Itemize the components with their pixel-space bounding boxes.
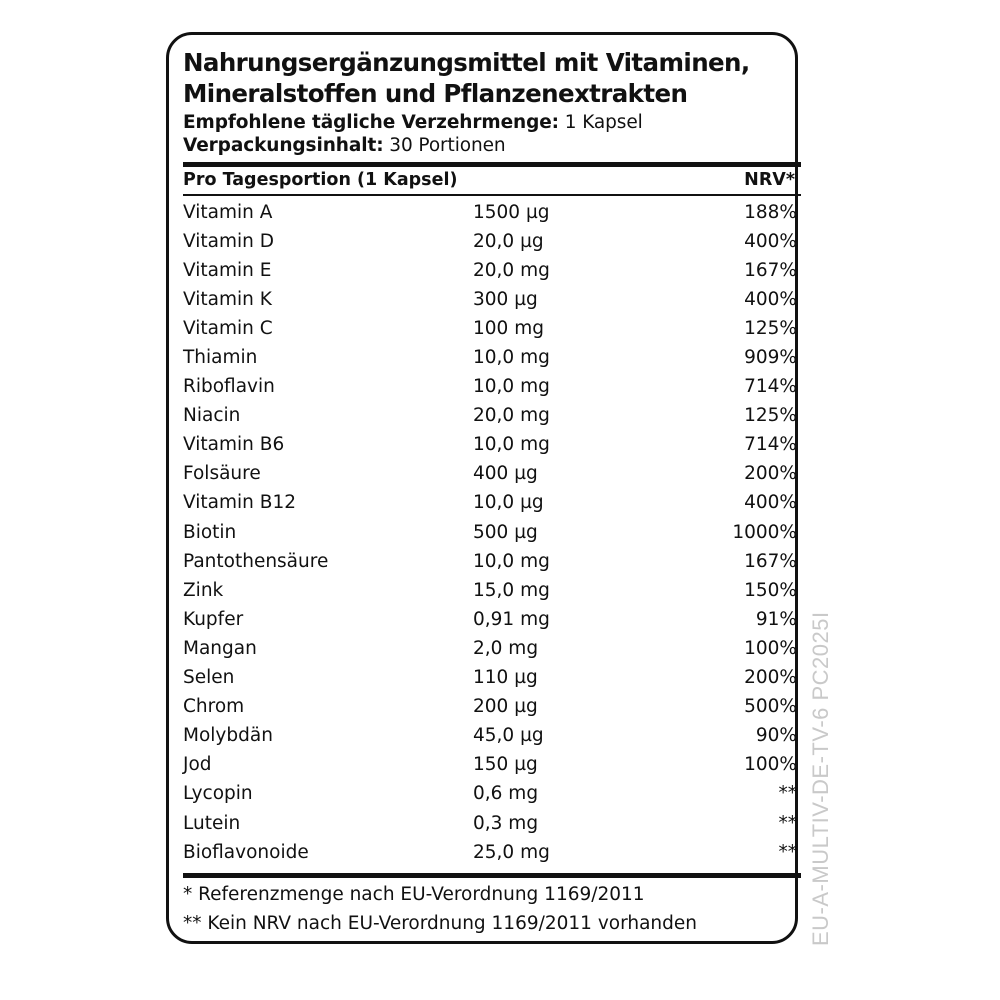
table-row (183, 198, 797, 227)
table-header (183, 167, 795, 194)
nutrient-name: Niacin (183, 405, 241, 427)
nutrient-amount: 25,0 mg (473, 841, 550, 863)
table-row (183, 808, 797, 837)
nutrient-name: Vitamin C (183, 317, 273, 339)
table-row (183, 430, 797, 459)
nutrient-amount: 0,91 mg (473, 608, 550, 630)
nutrient-nrv: 100% (744, 754, 797, 776)
nutrient-nrv: 400% (744, 288, 797, 310)
footnote-no-nrv: ** Kein NRV nach EU-Verordnung 1169/2011 vorhanden (183, 912, 697, 934)
nutrient-name: Vitamin B6 (183, 434, 285, 456)
table-row (183, 750, 797, 779)
nutrient-amount: 20,0 mg (473, 405, 550, 427)
table-row (183, 401, 797, 430)
nutrient-nrv: ** (778, 841, 797, 863)
nutrient-name: Biotin (183, 521, 237, 543)
nutrient-name: Molybdän (183, 725, 273, 747)
nutrient-name: Riboflavin (183, 376, 275, 398)
contents-value: 30 Portionen (383, 134, 506, 156)
table-row (183, 256, 797, 285)
nutrient-name: Selen (183, 667, 235, 689)
nutrient-amount: 45,0 µg (473, 725, 544, 747)
divider-thick-bottom (183, 873, 801, 878)
nutrient-nrv: 1000% (732, 521, 797, 543)
nutrient-name: Pantothensäure (183, 550, 329, 572)
nutrient-name: Bioflavonoide (183, 841, 309, 863)
nutrient-nrv: 125% (744, 405, 797, 427)
table-row (183, 372, 797, 401)
nutrient-name: Jod (183, 754, 212, 776)
table-row (183, 285, 797, 314)
nutrient-amount: 20,0 µg (473, 230, 544, 252)
nutrient-name: Vitamin A (183, 201, 273, 223)
nutrient-amount: 400 µg (473, 463, 538, 485)
table-row (183, 547, 797, 576)
nutrient-name: Chrom (183, 696, 245, 718)
table-row (183, 488, 797, 517)
column-header-portion: Pro Tagesportion (1 Kapsel) (183, 170, 458, 190)
contents-label: Verpackungsinhalt: (183, 134, 384, 156)
table-row (183, 518, 797, 547)
label-title (183, 47, 789, 109)
side-product-code: EU-A-MULTIV-DE-TV-6 PC2025I (808, 611, 833, 946)
nutrient-name: Folsäure (183, 463, 261, 485)
nutrient-name: Vitamin E (183, 259, 272, 281)
nutrient-amount: 200 µg (473, 696, 538, 718)
nutrient-nrv: 200% (744, 463, 797, 485)
nutrient-nrv: 125% (744, 317, 797, 339)
footnote-nrv-reference: * Referenzmenge nach EU-Verordnung 1169/2011 (183, 883, 645, 905)
title-line-1: Nahrungsergänzungsmittel mit Vitaminen, (183, 48, 750, 77)
table-row (183, 314, 797, 343)
nutrient-nrv: 400% (744, 492, 797, 514)
nutrient-table (183, 198, 797, 867)
footnotes (183, 880, 795, 938)
nutrient-name: Vitamin D (183, 230, 274, 252)
nutrient-amount: 15,0 mg (473, 579, 550, 601)
table-row (183, 634, 797, 663)
contents-line (183, 135, 795, 158)
nutrient-amount: 0,3 mg (473, 812, 539, 834)
nutrient-amount: 150 µg (473, 754, 538, 776)
nutrient-name: Mangan (183, 637, 257, 659)
nutrient-nrv: 100% (744, 637, 797, 659)
nutrient-nrv: 167% (744, 259, 797, 281)
nutrient-amount: 10,0 mg (473, 434, 550, 456)
nutrient-nrv: 400% (744, 230, 797, 252)
nutrient-amount: 10,0 mg (473, 347, 550, 369)
table-row (183, 459, 797, 488)
dose-line (183, 112, 795, 135)
table-row (183, 838, 797, 867)
nutrient-nrv: 150% (744, 579, 797, 601)
nutrient-nrv: 500% (744, 696, 797, 718)
nutrient-amount: 10,0 µg (473, 492, 544, 514)
nutrient-name: Kupfer (183, 608, 244, 630)
nutrient-nrv: 714% (744, 434, 797, 456)
table-row (183, 721, 797, 750)
nutrient-nrv: 909% (744, 347, 797, 369)
title-line-2: Mineralstoffen und Pflanzenextrakten (183, 79, 688, 108)
nutrient-amount: 10,0 mg (473, 376, 550, 398)
nutrient-amount: 500 µg (473, 521, 538, 543)
column-header-nrv: NRV* (744, 170, 795, 190)
nutrient-amount: 2,0 mg (473, 637, 539, 659)
nutrient-name: Vitamin K (183, 288, 272, 310)
nutrient-nrv: 90% (755, 725, 797, 747)
nutrient-nrv: 200% (744, 667, 797, 689)
nutrient-nrv: ** (778, 812, 797, 834)
nutrient-name: Zink (183, 579, 224, 601)
nutrition-label-panel (166, 32, 798, 944)
table-row (183, 692, 797, 721)
nutrient-amount: 110 µg (473, 667, 538, 689)
nutrient-name: Vitamin B12 (183, 492, 296, 514)
dose-value: 1 Kapsel (558, 112, 643, 133)
table-row (183, 663, 797, 692)
nutrient-nrv: 167% (744, 550, 797, 572)
nutrient-amount: 100 mg (473, 317, 544, 339)
nutrient-nrv: 714% (744, 376, 797, 398)
table-row (183, 605, 797, 634)
nutrient-amount: 1500 µg (473, 201, 550, 223)
nutrient-name: Lutein (183, 812, 241, 834)
dose-label: Empfohlene tägliche Verzehrmenge: (183, 112, 559, 133)
nutrient-nrv: 91% (755, 608, 797, 630)
nutrient-name: Lycopin (183, 783, 253, 805)
nutrient-nrv: ** (778, 783, 797, 805)
nutrient-name: Thiamin (183, 347, 258, 369)
nutrient-amount: 0,6 mg (473, 783, 539, 805)
nutrient-amount: 10,0 mg (473, 550, 550, 572)
label-meta (183, 112, 795, 157)
nutrient-amount: 20,0 mg (473, 259, 550, 281)
divider-thin (183, 194, 801, 196)
table-row (183, 343, 797, 372)
table-row (183, 576, 797, 605)
table-row (183, 227, 797, 256)
nutrient-nrv: 188% (744, 201, 797, 223)
table-row (183, 779, 797, 808)
nutrient-amount: 300 µg (473, 288, 538, 310)
